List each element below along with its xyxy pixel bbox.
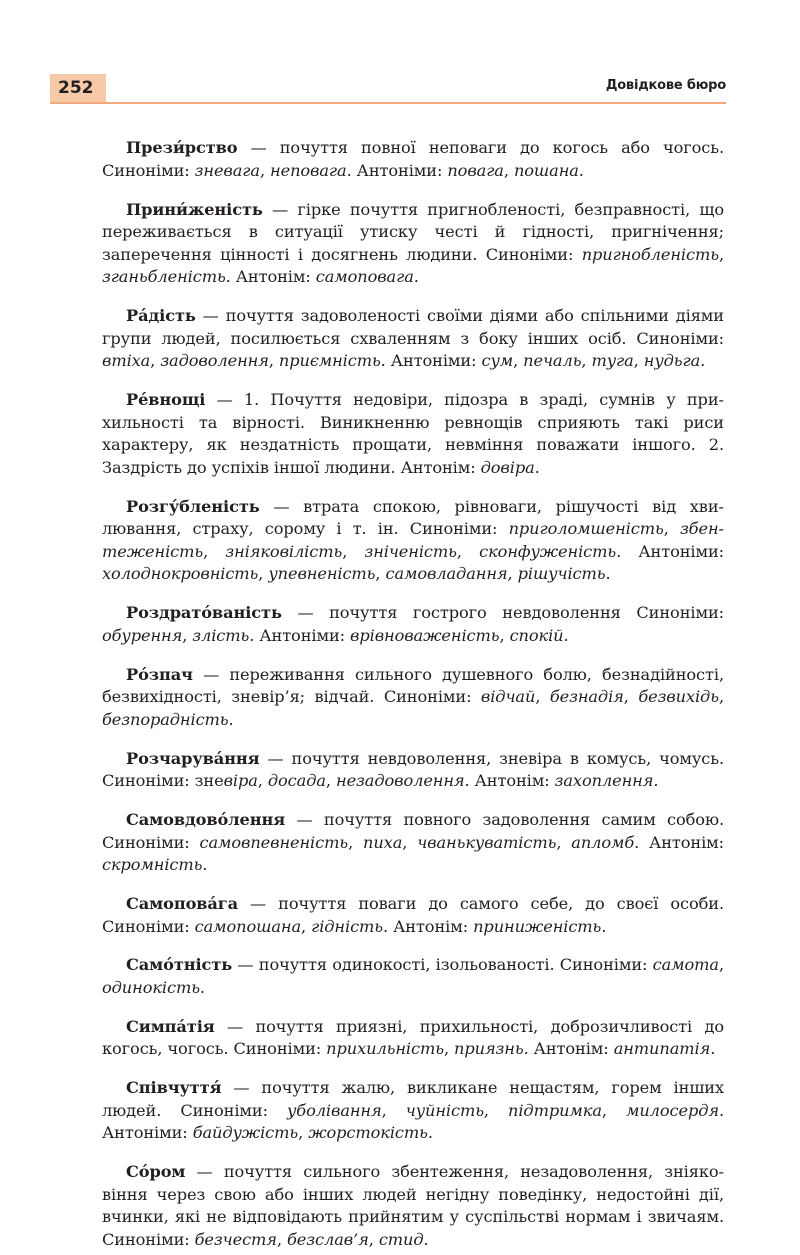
entry-synonym: жорстокість	[308, 1123, 428, 1143]
entry-synonym: гідність.	[311, 916, 389, 936]
entry-text: .	[199, 977, 205, 997]
entry-synonym: приголомшеність	[508, 519, 664, 539]
glossary-entries	[102, 121, 724, 1255]
entry-text: ,	[556, 832, 572, 852]
entry-text: — почуття повної неповаги до когось або чогось. Синоніми:	[102, 138, 724, 180]
page-header	[0, 74, 800, 104]
entry-synonym: повага	[447, 160, 504, 180]
entry-term: Прини́женість	[126, 199, 263, 219]
entry-text: — почуття одинокості, ізольованості. Синоніми:	[232, 955, 653, 975]
entry-synonym: самовладання	[385, 564, 508, 584]
entry-text: — втрата спокою, рівноваги, рішучості від хвилювання, страху, сорому і т. ін. Синоніми:	[102, 496, 724, 539]
entry-synonym: безслав’я	[287, 1229, 369, 1249]
entry-text: .	[710, 1039, 716, 1059]
entry-term: Само́тність	[126, 955, 233, 975]
entry-term: Розгу́бленість	[126, 496, 260, 516]
entry-term: Розчарува́ння	[126, 748, 260, 768]
entry-synonym: печаль	[523, 351, 582, 371]
entry-synonym: зніченість	[364, 541, 457, 561]
entry-term: Самовдово́лення	[126, 809, 286, 829]
entry-synonym: чванькуватість	[417, 832, 557, 852]
entry-synonym: байдужість	[192, 1123, 299, 1143]
glossary-entry-rozcharuvannia	[102, 748, 724, 793]
entry-synonym: упевненість	[268, 564, 376, 584]
entry-text: ,	[298, 1123, 309, 1143]
entry-synonym: самопошана	[194, 916, 302, 936]
page-number: 252	[50, 74, 106, 102]
entry-text: Антонім:	[469, 771, 555, 791]
entry-text: ,	[150, 351, 161, 371]
entry-text: ,	[348, 832, 364, 852]
entry-synonym: безчестя	[194, 1229, 277, 1249]
glossary-entry-samopovaha	[102, 893, 724, 938]
entry-synonym: апломб.	[571, 832, 640, 852]
glossary-entry-sorom	[102, 1161, 724, 1251]
entry-synonym: скромність	[102, 855, 203, 875]
entry-text: .	[228, 709, 234, 729]
glossary-entry-pryny-zhenist	[102, 199, 724, 289]
glossary-entry-radist	[102, 305, 724, 373]
entry-text: — 1. Почуття недовіри, підозра в зраді, сумнів у прихильності та вірності. Виникненню ревнощів сприяють такі риси характеру, як нездатність прощати, невміння поважати іншого. 2. Заздрість до успіхів іншої людини. Антонім:	[102, 390, 724, 477]
entry-text: Антоніми:	[254, 625, 351, 645]
entry-text: ,	[663, 519, 680, 539]
entry-synonym: безнадія	[549, 687, 624, 707]
entry-text: .	[601, 916, 607, 936]
entry-text: — гірке почуття пригнобленості, безправності, що переживається в ситуації утиску честі й гідності, пригнічення; заперечення цінності і досягнень людини. Синоніми:	[102, 199, 724, 264]
entry-text: ,	[535, 687, 550, 707]
entry-term: Симпа́тія	[126, 1016, 215, 1036]
entry-text: Антоніми:	[102, 1123, 193, 1143]
entry-text: ,	[325, 771, 337, 791]
entry-synonym: обурення	[102, 625, 183, 645]
entry-text: ,	[456, 541, 480, 561]
header-rule	[50, 102, 726, 104]
glossary-entry-samotnist	[102, 954, 724, 999]
entry-synonym: задоволення	[160, 351, 269, 371]
glossary-entry-rozdratovanist	[102, 602, 724, 647]
entry-synonym: пригнобленість	[581, 244, 719, 264]
entry-synonym: спокій	[509, 625, 564, 645]
entry-text: — переживання сильного душевного болю, безнадійності, безвихідності, зневір’я; відчай. Синоніми:	[102, 664, 724, 707]
glossary-entry-spivchuttia	[102, 1077, 724, 1145]
entry-text: ,	[499, 625, 510, 645]
entry-synonym: довіра	[480, 457, 535, 477]
entry-text: .	[202, 855, 208, 875]
glossary-entry-rozpach	[102, 664, 724, 732]
entry-text: ,	[443, 1039, 455, 1059]
entry-synonym: одинокість	[102, 977, 200, 997]
entry-text: ,	[718, 244, 724, 264]
entry-text: ,	[342, 541, 365, 561]
entry-term: Самопова́га	[126, 893, 239, 913]
entry-synonym: відчай	[480, 687, 536, 707]
entry-text: ,	[581, 351, 592, 371]
entry-synonym: уболівання	[287, 1100, 382, 1120]
entry-text: ,	[259, 160, 271, 180]
entry-text: ,	[503, 160, 514, 180]
entry-synonym: віра	[223, 771, 258, 791]
entry-synonym: зніяковілість	[225, 541, 343, 561]
entry-synonym: туга	[591, 351, 634, 371]
entry-synonym: збентеженість	[102, 519, 724, 561]
section-title: Довідкове бюро	[605, 78, 726, 93]
entry-synonym: самота	[652, 955, 719, 975]
entry-text: ,	[258, 564, 269, 584]
entry-synonym: зганьбленість.	[102, 267, 231, 287]
entry-text: ,	[257, 771, 268, 791]
entry-text: — почуття жалю, викликане нещастям, горем інших людей. Синоніми:	[102, 1078, 724, 1120]
glossary-entry-revnoshchi	[102, 389, 724, 479]
entry-text: — почуття сильного збентеження, незадоволення, зніяковіння через свою або інших людей негідну поведінку, недостойні дії, вчинки, які не відповідають прийнятим у суспільстві нормам і звичаям. Синоніми:	[102, 1162, 724, 1249]
entry-text: Антоніми:	[385, 351, 482, 371]
entry-term: Співчуття́	[126, 1078, 222, 1098]
entry-text: ,	[633, 351, 644, 371]
entry-synonym: безвихідь	[638, 687, 719, 707]
entry-synonym: захоплення.	[554, 771, 659, 791]
entry-text: ,	[718, 955, 724, 975]
entry-synonym: антипатія	[613, 1039, 711, 1059]
entry-text: .	[427, 1123, 433, 1143]
entry-text: — почуття задоволеності своїми діями або спільними діями групи людей, посилюється схваленням з боку інших осіб. Синоніми:	[102, 306, 724, 348]
entry-synonym: зневага	[194, 160, 260, 180]
entry-text: ,	[507, 564, 518, 584]
entry-synonym: безпорадність	[102, 709, 229, 729]
entry-term: Ра́дість	[126, 306, 196, 326]
entry-synonym: приємність.	[278, 351, 386, 371]
entry-text: — почуття повного задоволення самим собою. Синоніми:	[102, 809, 724, 852]
entry-synonym: врівноваженість	[350, 625, 500, 645]
entry-term: Ре́внощі	[126, 390, 206, 410]
entry-synonym: незадоволення.	[336, 771, 470, 791]
entry-text: Антонім:	[388, 916, 474, 936]
entry-text: Антонім:	[528, 1039, 614, 1059]
entry-synonym: пиха	[363, 832, 403, 852]
entry-synonym: самоповага	[315, 267, 414, 287]
entry-text: — почуття приязні, прихильності, доброзичливості до когось, чогось. Синоніми:	[102, 1016, 724, 1059]
entry-text: — почуття невдоволення, зневіра в комусь, чомусь. Синоніми: зне	[102, 748, 724, 791]
entry-text: .	[413, 267, 419, 287]
glossary-entry-prezyrstvo	[102, 137, 724, 182]
entry-text: ,	[301, 916, 312, 936]
entry-text: ,	[276, 1229, 288, 1249]
entry-synonym: приязнь.	[454, 1039, 529, 1059]
entry-term: Ро́зпач	[126, 664, 193, 684]
entry-text: ,	[402, 832, 418, 852]
entry-synonym: сконфуженість.	[479, 541, 622, 561]
glossary-entry-sympatiia	[102, 1016, 724, 1061]
entry-synonym: підтримка	[508, 1100, 602, 1120]
entry-synonym: прихильність	[326, 1039, 444, 1059]
glossary-entry-samovdovolennia	[102, 809, 724, 877]
entry-text: ,	[601, 1100, 626, 1120]
entry-text: ,	[375, 564, 386, 584]
entry-synonym: нудьга.	[643, 351, 706, 371]
entry-text: ,	[718, 687, 724, 707]
entry-text: ,	[182, 625, 193, 645]
entry-synonym: чуйність	[405, 1100, 484, 1120]
entry-text: ,	[368, 1229, 379, 1249]
entry-text: .	[563, 625, 569, 645]
entry-synonym: приниженість	[473, 916, 602, 936]
entry-synonym: досада	[267, 771, 326, 791]
entry-text: — почуття гострого невдоволення Синоніми:	[281, 603, 724, 623]
entry-text: Антонім:	[639, 832, 725, 852]
glossary-entry-rozgublenist	[102, 496, 724, 586]
entry-synonym: втіха	[102, 351, 151, 371]
entry-text: ,	[381, 1100, 406, 1120]
entry-text: Антонім:	[230, 267, 316, 287]
entry-synonym: самовпевненість	[199, 832, 349, 852]
entry-text: .	[423, 1229, 429, 1249]
entry-term: Со́ром	[126, 1162, 186, 1181]
entry-text: .	[605, 564, 611, 584]
entry-synonym: неповага	[270, 160, 347, 180]
entry-synonym: рішучість	[517, 564, 606, 584]
entry-synonym: сум	[481, 351, 514, 371]
entry-text: Антоніми:	[621, 541, 725, 561]
entry-synonym: холоднокровність	[102, 564, 259, 584]
entry-text: . Антоніми:	[346, 160, 448, 180]
entry-text: — почуття поваги до самого себе, до своєї особи. Синоніми:	[102, 893, 724, 936]
entry-text: ,	[268, 351, 279, 371]
entry-synonym: милосердя.	[626, 1100, 725, 1120]
entry-text: ,	[513, 351, 524, 371]
entry-text: .	[534, 457, 540, 477]
entry-text: ,	[623, 687, 639, 707]
entry-term: Роздрато́ваність	[126, 603, 282, 623]
entry-synonym: пошана.	[513, 160, 584, 180]
entry-term: Прези́рство	[126, 138, 238, 158]
entry-text: ,	[483, 1100, 509, 1120]
entry-synonym: злість.	[192, 625, 255, 645]
entry-synonym: стид	[378, 1229, 424, 1249]
entry-text: ,	[203, 541, 226, 561]
